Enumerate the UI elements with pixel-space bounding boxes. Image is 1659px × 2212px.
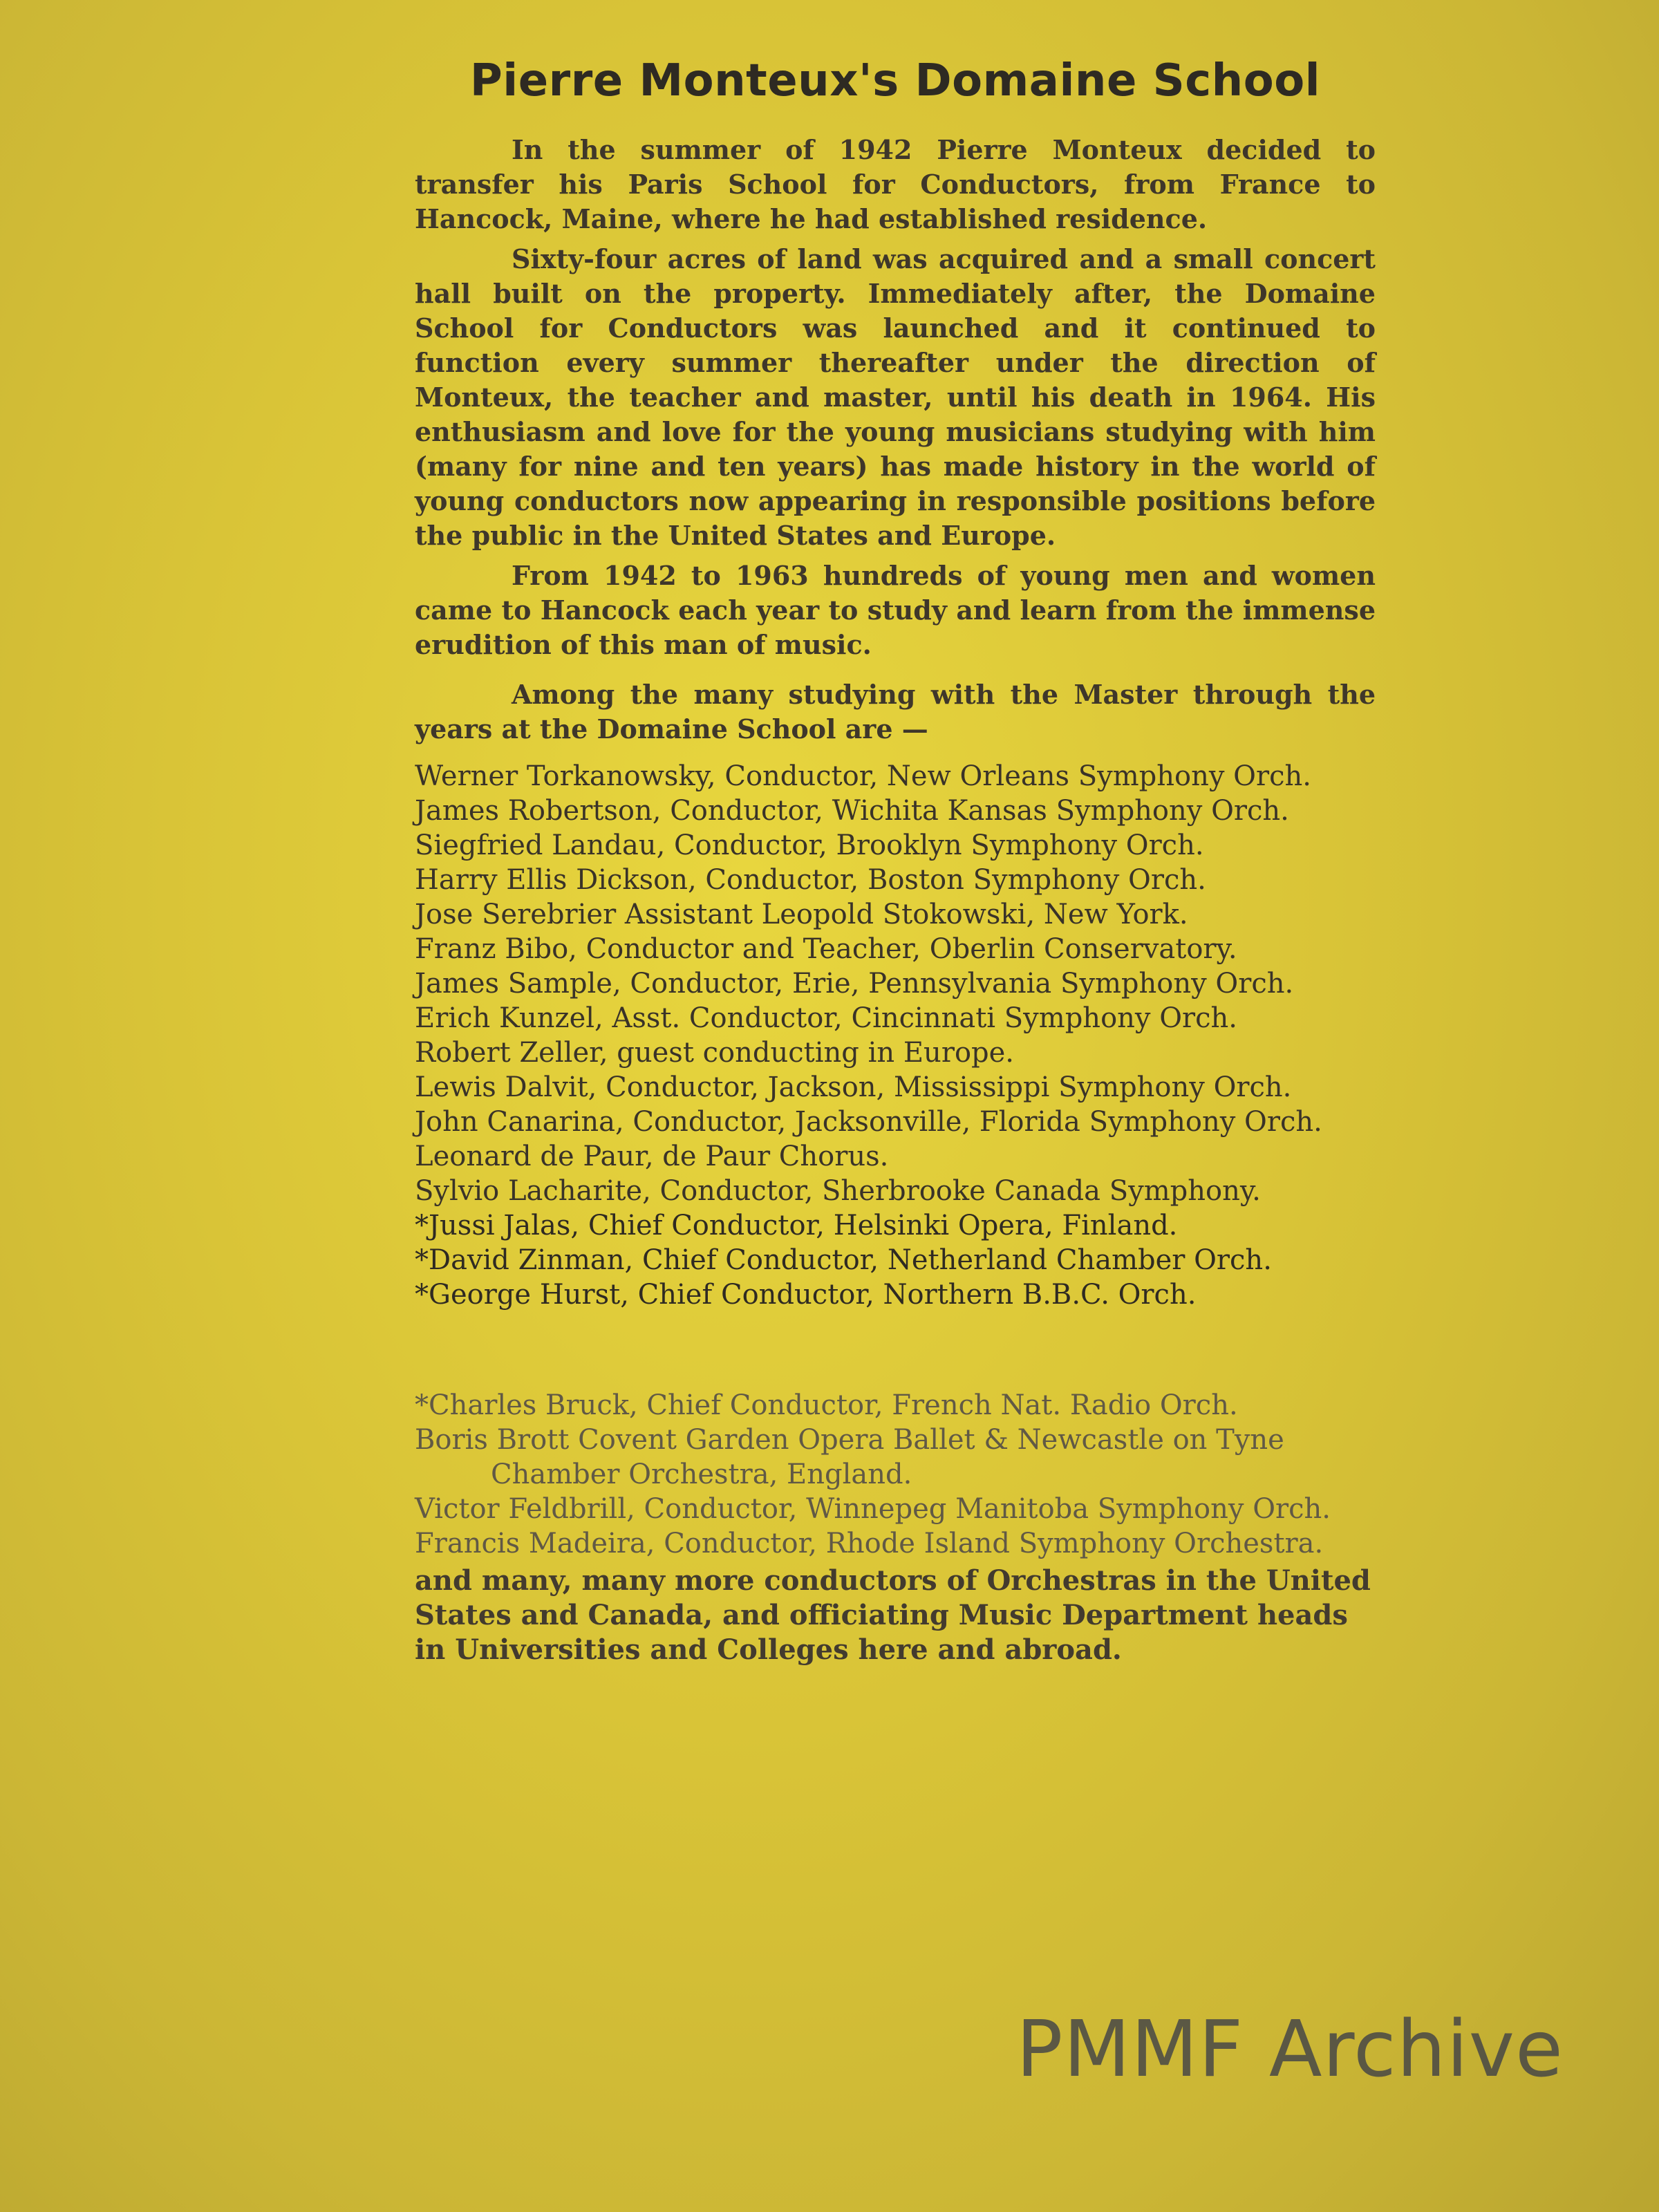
list-item: Leonard de Paur, de Paur Chorus. [415, 1141, 889, 1172]
student-list [415, 759, 1376, 1208]
list-intro: Among the many studying with the Master through the years at the Domaine School are — [415, 679, 1376, 744]
list-item: Harry Ellis Dickson, Conductor, Boston Symphony Orch. [415, 864, 1206, 896]
starred-list-item: *George Hurst, Chief Conductor, Northern B.B.C. Orch. [415, 1279, 1197, 1311]
list-item: John Canarina, Conductor, Jacksonville, Florida Symphony Orch. [415, 1106, 1322, 1138]
list-item: *Charles Bruck, Chief Conductor, French Nat. Radio Orch. [415, 1389, 1238, 1421]
list-item: Sylvio Lacharite, Conductor, Sherbrooke Canada Symphony. [415, 1175, 1261, 1207]
page-title: Pierre Monteux's Domaine School [469, 55, 1321, 106]
list-item: James Sample, Conductor, Erie, Pennsylvania Symphony Orch. [415, 968, 1294, 1000]
document-page [415, 41, 1376, 1695]
spacer [415, 1312, 1376, 1388]
list-item: Francis Madeira, Conductor, Rhode Island Symphony Orchestra. [415, 1528, 1324, 1559]
intro-paragraph-2: Sixty-four acres of land was acquired and a small concert hall built on the property. Immediately after, the Domaine School for Conductors was launched and it continued to function every summer thereafter under the direction of Monteux, the teacher and master, until his death in 1964. His enthusiasm and love for the young musicians studying with him (many for nine and ten years) has made history in the world of young conductors now appearing in responsible positions before the public in the United States and Europe. [415, 243, 1376, 551]
list-item: Franz Bibo, Conductor and Teacher, Oberlin Conservatory. [415, 933, 1237, 965]
intro-paragraph-1: In the summer of 1942 Pierre Monteux decided to transfer his Paris School for Conductors, from France to Hancock, Maine, where he had established residence. [415, 134, 1376, 234]
closing-paragraph: and many, many more conductors of Orchestras in the United States and Canada, and officiating Music Department heads in Universities and Colleges here and abroad. [415, 1564, 1371, 1666]
list-item: Werner Torkanowsky, Conductor, New Orleans Symphony Orch. [415, 760, 1311, 792]
starred-student-list [415, 1208, 1376, 1312]
archive-watermark: PMMF Archive [1016, 2005, 1564, 2094]
starred-list-item: *David Zinman, Chief Conductor, Netherland Chamber Orch. [415, 1244, 1272, 1276]
intro-paragraph-3: From 1942 to 1963 hundreds of young men and women came to Hancock each year to study and learn from the immense erudition of this man of music. [415, 560, 1376, 660]
list-item: Lewis Dalvit, Conductor, Jackson, Mississippi Symphony Orch. [415, 1071, 1292, 1103]
list-item: James Robertson, Conductor, Wichita Kansas Symphony Orch. [415, 795, 1289, 827]
list-item: Boris Brott Covent Garden Opera Ballet & Newcastle on Tyne Chamber Orchestra, England. [415, 1424, 1284, 1490]
list-item: Jose Serebrier Assistant Leopold Stokowski, New York. [415, 899, 1188, 930]
list-item: Siegfried Landau, Conductor, Brooklyn Symphony Orch. [415, 830, 1204, 861]
list-item: Victor Feldbrill, Conductor, Winnepeg Manitoba Symphony Orch. [415, 1493, 1331, 1525]
more-student-list [415, 1388, 1376, 1561]
starred-list-item: *Jussi Jalas, Chief Conductor, Helsinki Opera, Finland. [415, 1210, 1178, 1241]
list-item: Robert Zeller, guest conducting in Europe. [415, 1037, 1015, 1069]
list-item: Erich Kunzel, Asst. Conductor, Cincinnati Symphony Orch. [415, 1002, 1238, 1034]
